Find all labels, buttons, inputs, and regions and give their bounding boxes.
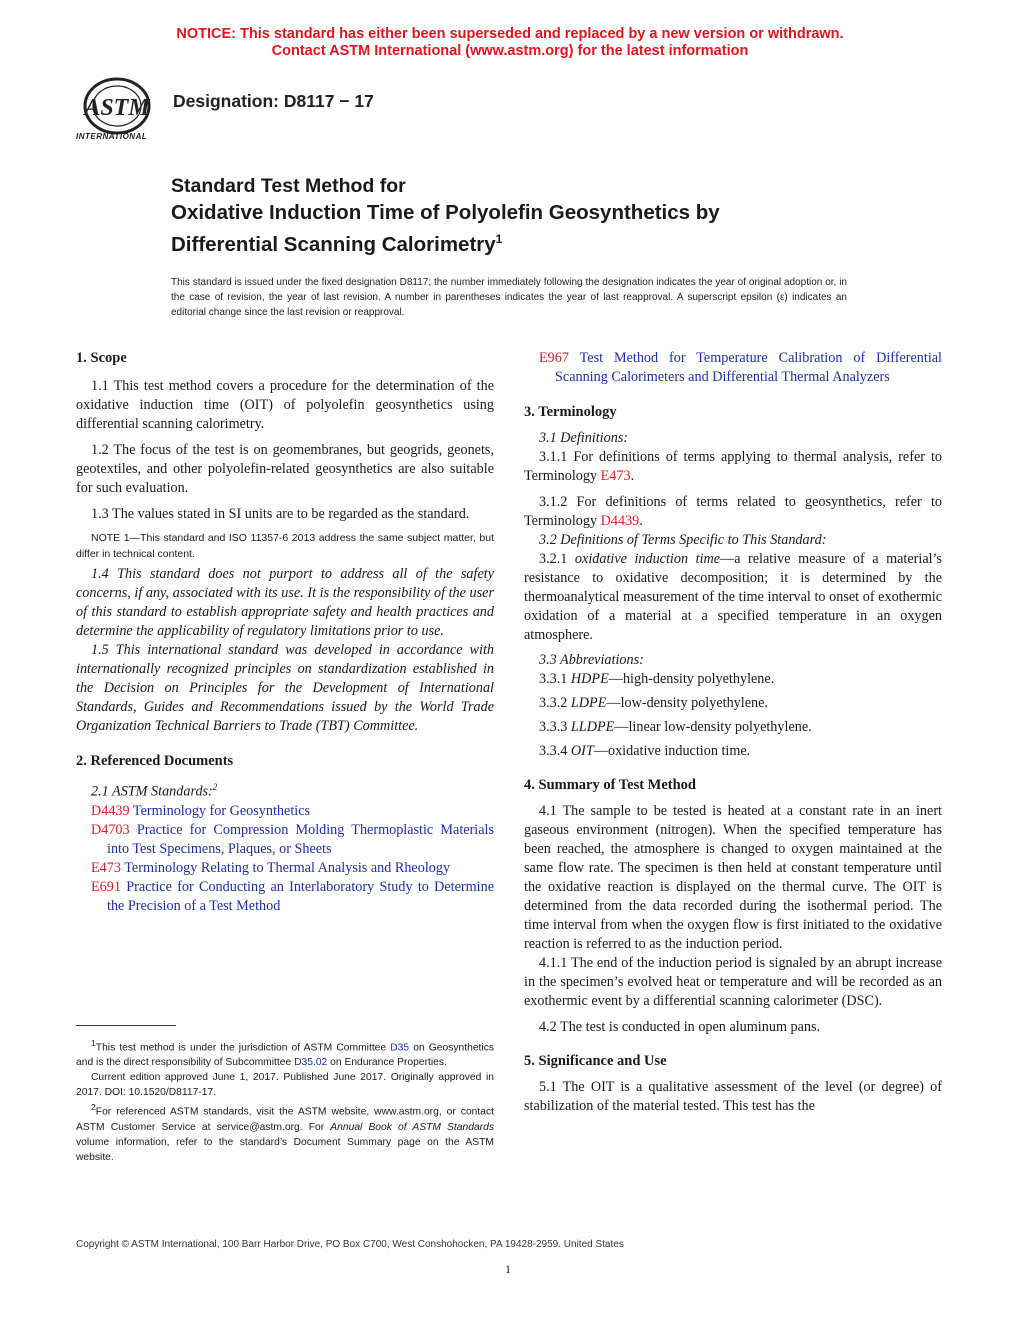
logo-text: ASTM (84, 95, 150, 121)
para-1-2: 1.2 The focus of the test is on geomembranes, but geogrids, geonets, geotextiles, and other polyolefin-related geosynthetics are also suitable for such evaluation. (76, 442, 494, 496)
footnote-2-italic: Annual Book of ASTM Standards (330, 1121, 494, 1133)
para-3-1: 3.1 Definitions: (539, 430, 629, 446)
abbrev-num: 3.3.4 (539, 743, 568, 759)
para-2-1-text: 2.1 ASTM Standards: (91, 783, 213, 800)
ref-code[interactable]: E967 (539, 350, 569, 366)
para-1-4: 1.4 This standard does not purport to address all of the safety concerns, if any, associated with its use. It is the responsibility of the user of this standard to establish appropriate safety and health practices and determine the applicability of regulatory limitations prior to use. (76, 566, 494, 639)
para-3-3: 3.3 Abbreviations: (539, 652, 644, 668)
abbrev-term: LDPE (570, 695, 607, 711)
abbrev-num: 3.3.3 (539, 719, 568, 735)
para-3-1-2-text: 3.1.2 For definitions of terms related to geosynthetics, refer to Terminology (524, 494, 942, 529)
ref-item[interactable] (76, 802, 494, 821)
para-2-1 (76, 778, 494, 802)
title-line-3-text: Differential Scanning Calorimetry (171, 232, 496, 256)
section-heading-terminology: 3. Terminology (524, 404, 617, 420)
title-line-2: Oxidative Induction Time of Polyolefin Geosynthetics by (171, 201, 720, 224)
abbrev-item (524, 694, 942, 713)
issuance-statement: This standard is issued under the fixed designation D8117; the number immediately following the designation indicates the year of original adoption or, in the case of revision, the year of last revision. A number in parentheses indicates the year of last reapproval. A superscript epsilon (ε) indicates an editorial change since the last revision or reapproval. (171, 277, 847, 318)
notice-line-1: NOTICE: This standard has either been superseded and replaced by a new version or withdrawn. (176, 26, 844, 42)
copyright: Copyright © ASTM International, 100 Barr Harbor Drive, PO Box C700, West Conshohocken, PA 19428-2959. United States (76, 1239, 624, 1250)
ref-item[interactable] (524, 349, 942, 387)
footnote-1-marker: 1 (91, 1038, 96, 1048)
abbrev-item (524, 670, 942, 689)
para-3-1-1: 3.1.1 For definitions of terms applying to thermal analysis, refer to Terminology E473. (524, 449, 942, 484)
ref-title[interactable]: Terminology Relating to Thermal Analysis and Rheology (124, 859, 451, 876)
footnotes (76, 1036, 494, 1165)
left-column (76, 349, 494, 916)
para-4-1-1: 4.1.1 The end of the induction period is signaled by an abrupt increase in the specimen’s evolved heat or temperature and will be recorded as an exothermic event by a differential scanning calorimeter (DSC). (524, 955, 942, 1009)
astm-logo (72, 74, 162, 144)
para-3-2-1 (524, 550, 942, 645)
para-5-1: 5.1 The OIT is a qualitative assessment of the level (or degree) of stabilization of the material tested. This test has the (524, 1079, 942, 1114)
footnote-1-text-c: on Endurance Properties. (327, 1057, 447, 1069)
footnote-1-text-a: This test method is under the jurisdiction of ASTM Committee (95, 1042, 391, 1054)
para-4-1: 4.1 The sample to be tested is heated at a constant rate in an inert gaseous environment (nitrogen). When the specified temperature has been reached, the atmosphere is changed to oxygen maintained at the same flow rate. The specimen is then held at constant temperature until the oxidative reaction is displayed on the thermal curve. The OIT is determined from the data recorded during the isothermal period. The time interval from when the oxygen flow is first initiated to the oxidative reaction is referred to as the induction period. (524, 803, 942, 952)
ref-link-e473[interactable]: E473 (600, 468, 631, 484)
para-4-2: 4.2 The test is conducted in open aluminum pans. (539, 1019, 821, 1035)
abbrev-def: —oxidative induction time. (593, 743, 751, 759)
para-2-1-sup: 2 (212, 782, 218, 792)
abbrev-item (524, 718, 942, 737)
ref-item[interactable] (76, 878, 494, 916)
footnote-1-text-b: on Geosynthetics and is the direct responsibility of Subcommittee (76, 1042, 495, 1069)
ref-code[interactable]: E691 (91, 878, 121, 895)
right-column (524, 349, 942, 1116)
committee-link[interactable]: D35 (390, 1042, 410, 1054)
ref-code[interactable]: D4439 (91, 802, 130, 819)
section-heading-summary: 4. Summary of Test Method (524, 777, 696, 793)
ref-item[interactable] (76, 821, 494, 859)
abbrev-def: —low-density polyethylene. (606, 695, 768, 711)
title-line-3 (171, 226, 720, 258)
para-1-1: 1.1 This test method covers a procedure for the determination of the oxidative induction time (OIT) of polyolefin geosynthetics using differential scanning calorimetry. (76, 378, 494, 432)
notice-line-2: Contact ASTM International (www.astm.org) for the latest information (271, 43, 749, 59)
ref-title[interactable]: Terminology for Geosynthetics (132, 802, 311, 819)
abbrev-def: —linear low-density polyethylene. (614, 719, 812, 735)
footnote-2-marker: 2 (91, 1102, 96, 1113)
ref-title[interactable]: Practice for Compression Molding Thermoplastic Materials into Test Specimens, Plaques, or Sheets (107, 821, 494, 857)
footnote-2 (76, 1100, 494, 1164)
abbrev-num: 3.3.1 (539, 671, 568, 687)
withdrawal-notice (0, 26, 1020, 60)
abbrev-def: —high-density polyethylene. (608, 671, 775, 687)
para-1-3: 1.3 The values stated in SI units are to be regarded as the standard. (91, 506, 470, 522)
abbrev-term: HDPE (570, 671, 609, 687)
footnote-1-edition: Current edition approved June 1, 2017. Published June 2017. Originally approved in 2017. DOI: 10.1520/D8117-17. (76, 1072, 494, 1099)
section-heading-refdocs: 2. Referenced Documents (76, 753, 234, 769)
section-heading-scope: 1. Scope (76, 350, 127, 366)
footnote-2-text-b: volume information, refer to the standard’s Document Summary page on the ASTM website. (76, 1136, 494, 1163)
para-3-2-1-text: —a relative measure of a material’s resistance to oxidative decomposition; it is determined by the thermoanalytical measurement of the time interval to onset of exothermic oxidation of a material at a specified temperature in an oxygen atmosphere. (524, 551, 943, 643)
logo-caption: INTERNATIONAL (76, 132, 148, 141)
para-3-2: 3.2 Definitions of Terms Specific to This Standard: (539, 532, 827, 548)
title-main (171, 200, 720, 258)
title-line-1: Standard Test Method for (171, 175, 406, 197)
footnote-rule (76, 1025, 176, 1026)
para-1-5: 1.5 This international standard was developed in accordance with internationally recognized principles on standardization established in the Decision on Principles for the Development of International Standards, Guides and Recommendations issued by the World Trade Organization Technical Barriers to Trade (TBT) Committee. (76, 642, 494, 734)
abbrev-num: 3.3.2 (539, 695, 568, 711)
ref-title[interactable]: Practice for Conducting an Interlaboratory Study to Determine the Precision of a Test Method (107, 878, 494, 914)
subcommittee-link[interactable]: D35.02 (294, 1057, 328, 1069)
abbrev-term: OIT (570, 743, 594, 759)
ref-code[interactable]: D4703 (91, 821, 130, 838)
designation: Designation: D8117 − 17 (173, 91, 374, 111)
footnote-1 (76, 1036, 494, 1070)
para-3-1-1-text: 3.1.1 For definitions of terms applying to thermal analysis, refer to Terminology (524, 449, 942, 484)
defined-term: oxidative induction time (574, 551, 721, 567)
page-number: 1 (505, 1262, 511, 1276)
ref-link-d4439[interactable]: D4439 (600, 513, 640, 529)
title-footnote-marker: 1 (495, 232, 503, 246)
para-3-1-2: 3.1.2 For definitions of terms related to geosynthetics, refer to Terminology D4439. (524, 494, 942, 529)
abbrev-term: LLDPE (570, 719, 615, 735)
ref-item[interactable] (76, 859, 494, 878)
ref-title[interactable]: Test Method for Temperature Calibration of Differential Scanning Calorimeters and Differential Thermal Analyzers (555, 350, 942, 385)
para-3-2-1-num: 3.2.1 (539, 551, 568, 567)
abbrev-item (524, 742, 942, 761)
section-heading-significance: 5. Significance and Use (524, 1053, 667, 1069)
ref-code[interactable]: E473 (91, 859, 121, 876)
note-1: NOTE 1—This standard and ISO 11357-6 2013 address the same subject matter, but differ in technical content. (76, 532, 494, 560)
footnote-2-text-a: For referenced ASTM standards, visit the ASTM website, www.astm.org, or contact ASTM Customer Service at service@astm.org. For (76, 1106, 494, 1133)
